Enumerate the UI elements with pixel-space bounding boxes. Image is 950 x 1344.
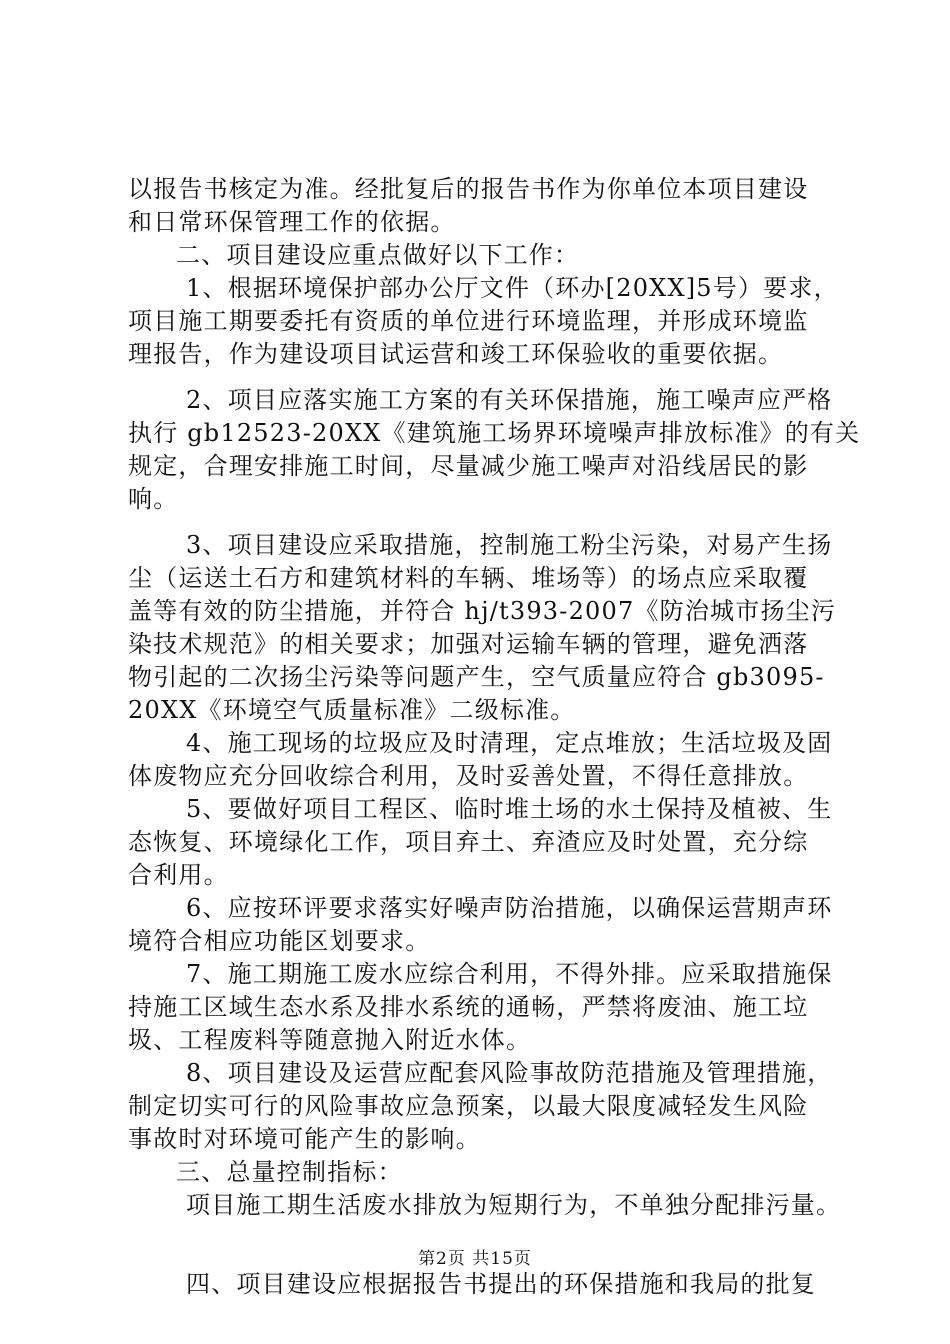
text-line: 境符合相应功能区划要求。 bbox=[128, 927, 431, 955]
text-line: 物引起的二次扬尘污染等问题产生，空气质量应符合 gb3095- bbox=[128, 663, 825, 691]
text-line: 态恢复、环境绿化工作，项目弃土、弃渣应及时处置，充分综 bbox=[128, 828, 809, 856]
text-line: 规定，合理安排施工时间，尽量减少施工噪声对沿线居民的影 bbox=[128, 452, 809, 480]
section-heading: 四、项目建设应根据报告书提出的环保措施和我局的批复 bbox=[186, 1270, 816, 1298]
text-line: 以报告书核定为准。经批复后的报告书作为你单位本项目建设 bbox=[128, 175, 809, 203]
text-line: 8、项目建设及运营应配套风险事故防范措施及管理措施， bbox=[186, 1059, 833, 1087]
text-line: 2、项目应落实施工方案的有关环保措施，施工噪声应严格 bbox=[186, 386, 833, 414]
text-line: 圾、工程废料等随意抛入附近水体。 bbox=[128, 1026, 532, 1054]
text-line: 合利用。 bbox=[128, 861, 229, 889]
text-line: 7、施工期施工废水应综合利用，不得外排。应采取措施保 bbox=[186, 960, 833, 988]
text-line: 盖等有效的防尘措施，并符合 hj/t393-2007《防治城市扬尘污 bbox=[128, 597, 837, 625]
text-line: 项目施工期要委托有资质的单位进行环境监理，并形成环境监 bbox=[128, 307, 809, 335]
text-line: 5、要做好项目工程区、临时堆土场的水土保持及植被、生 bbox=[186, 795, 833, 823]
text-line: 6、应按环评要求落实好噪声防治措施，以确保运营期声环 bbox=[186, 894, 833, 922]
text-line: 1、根据环境保护部办公厅文件（环办[20XX]5号）要求， bbox=[186, 274, 839, 302]
text-line: 响。 bbox=[128, 485, 179, 513]
text-line: 4、施工现场的垃圾应及时清理，定点堆放；生活垃圾及固 bbox=[186, 729, 833, 757]
section-heading: 三、总量控制指标： bbox=[176, 1158, 403, 1186]
text-line: 20XX《环境空气质量标准》二级标准。 bbox=[128, 696, 576, 724]
text-line: 和日常环保管理工作的依据。 bbox=[128, 208, 456, 236]
text-line: 理报告，作为建设项目试运营和竣工环保验收的重要依据。 bbox=[128, 340, 784, 368]
document-body bbox=[128, 173, 861, 1301]
text-line: 3、项目建设应采取措施，控制施工粉尘污染，对易产生扬 bbox=[186, 531, 833, 559]
page-number-footer: 第2页 共15页 bbox=[418, 1249, 532, 1269]
text-line: 持施工区域生态水系及排水系统的通畅，严禁将废油、施工垃 bbox=[128, 993, 809, 1021]
text-line: 体废物应充分回收综合利用，及时妥善处置，不得任意排放。 bbox=[128, 762, 809, 790]
text-line: 尘（运送土石方和建筑材料的车辆、堆场等）的场点应采取覆 bbox=[128, 564, 809, 592]
text-line: 执行 gb12523-20XX《建筑施工场界环境噪声排放标准》的有关 bbox=[128, 419, 861, 447]
text-line: 制定切实可行的风险事故应急预案，以最大限度减轻发生风险 bbox=[128, 1092, 809, 1120]
section-heading: 二、项目建设应重点做好以下工作： bbox=[176, 241, 580, 269]
text-line: 事故时对环境可能产生的影响。 bbox=[128, 1125, 481, 1153]
text-line: 项目施工期生活废水排放为短期行为，不单独分配排污量。 bbox=[186, 1191, 842, 1219]
text-line: 染技术规范》的相关要求；加强对运输车辆的管理，避免洒落 bbox=[128, 630, 809, 658]
